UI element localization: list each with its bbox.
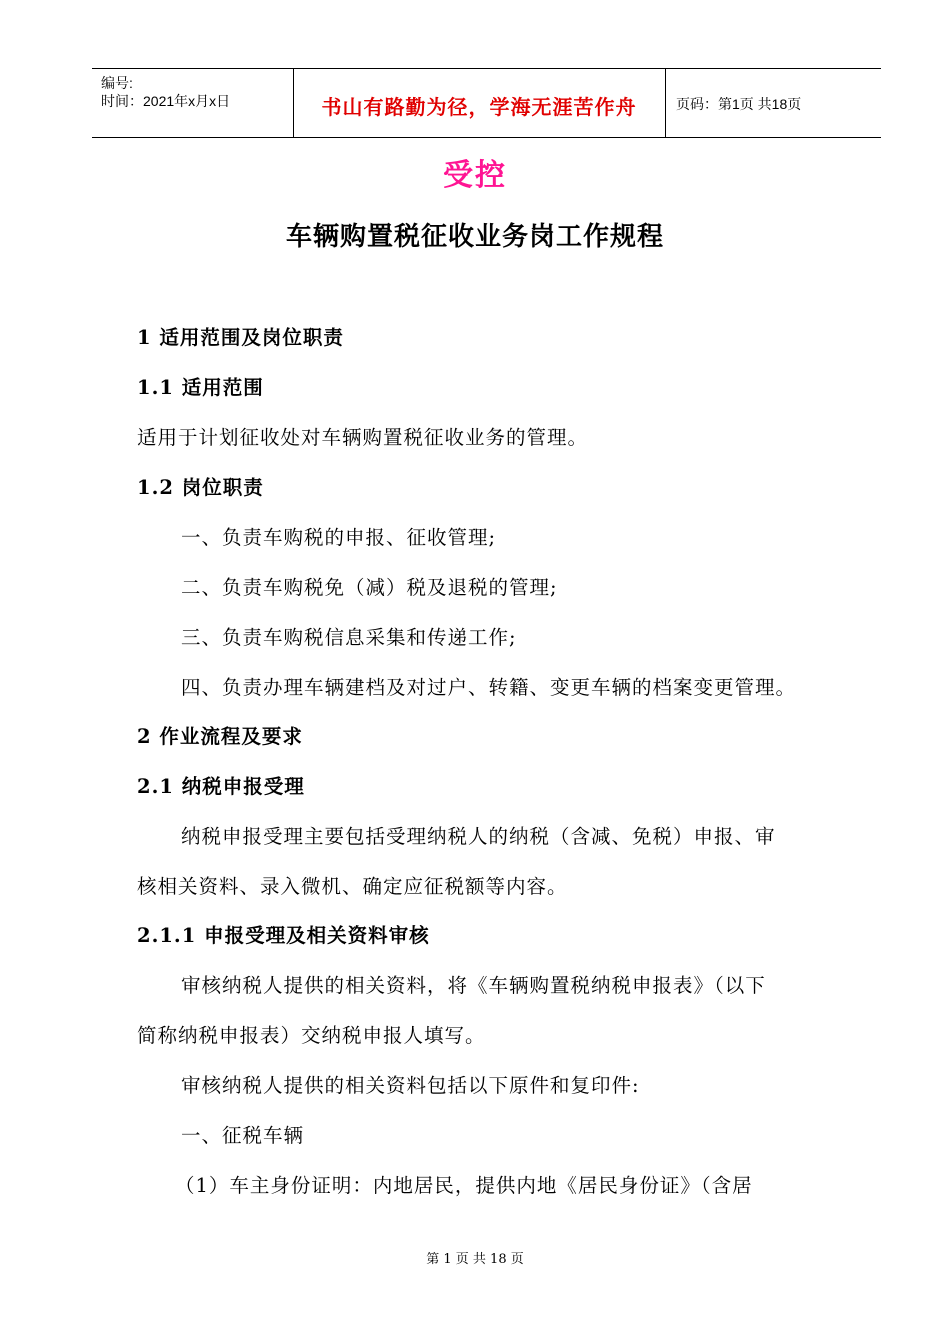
document-title: 车辆购置税征收业务岗工作规程 <box>285 222 664 252</box>
subsection-heading: 2.1.1 申报受理及相关资料审核 <box>137 924 430 947</box>
paragraph-line: 适用于计划征收处对车辆购置税征收业务的管理。 <box>137 426 589 449</box>
subsection-heading: 2.1 纳税申报受理 <box>137 775 305 798</box>
controlled-stamp: 受控 <box>443 158 507 193</box>
paragraph-line: 简称纳税申报表）交纳税申报人填写。 <box>137 1024 486 1047</box>
list-item: 四、负责办理车辆建档及对过户、转籍、变更车辆的档案变更管理。 <box>181 676 797 699</box>
page-footer: 第 1 页 共 18 页 <box>426 1252 524 1267</box>
header-table <box>92 68 881 138</box>
list-item: 三、负责车购税信息采集和传递工作; <box>181 626 517 649</box>
list-item: 一、负责车购税的申报、征收管理; <box>181 526 497 549</box>
time-label: 时间：2021年x月x日 <box>101 93 231 109</box>
header-meta-cell <box>92 69 294 137</box>
paragraph-line: （1）车主身份证明：内地居民，提供内地《居民身份证》（含居 <box>175 1174 753 1197</box>
header-page-cell <box>666 69 881 137</box>
motto: 书山有路勤为径，学海无涯苦作舟 <box>321 95 637 119</box>
subsection-heading: 1.2 岗位职责 <box>137 476 264 499</box>
list-item: 一、征税车辆 <box>181 1124 305 1147</box>
number-label: 编号: <box>101 75 133 91</box>
paragraph-line: 审核纳税人提供的相关资料，将《车辆购置税纳税申报表》（以下 <box>181 974 766 997</box>
paragraph-line: 审核纳税人提供的相关资料包括以下原件和复印件: <box>181 1074 640 1097</box>
subsection-heading: 1.1 适用范围 <box>137 376 264 399</box>
paragraph-line: 纳税申报受理主要包括受理纳税人的纳税（含减、免税）申报、审 <box>181 825 776 848</box>
header-motto-cell <box>293 69 666 137</box>
section-heading: 2 作业流程及要求 <box>137 725 303 748</box>
section-heading: 1 适用范围及岗位职责 <box>137 326 344 349</box>
paragraph-line: 核相关资料、录入微机、确定应征税额等内容。 <box>137 875 568 898</box>
page-info: 页码：第1页 共18页 <box>676 96 802 112</box>
list-item: 二、负责车购税免（减）税及退税的管理; <box>181 576 558 599</box>
